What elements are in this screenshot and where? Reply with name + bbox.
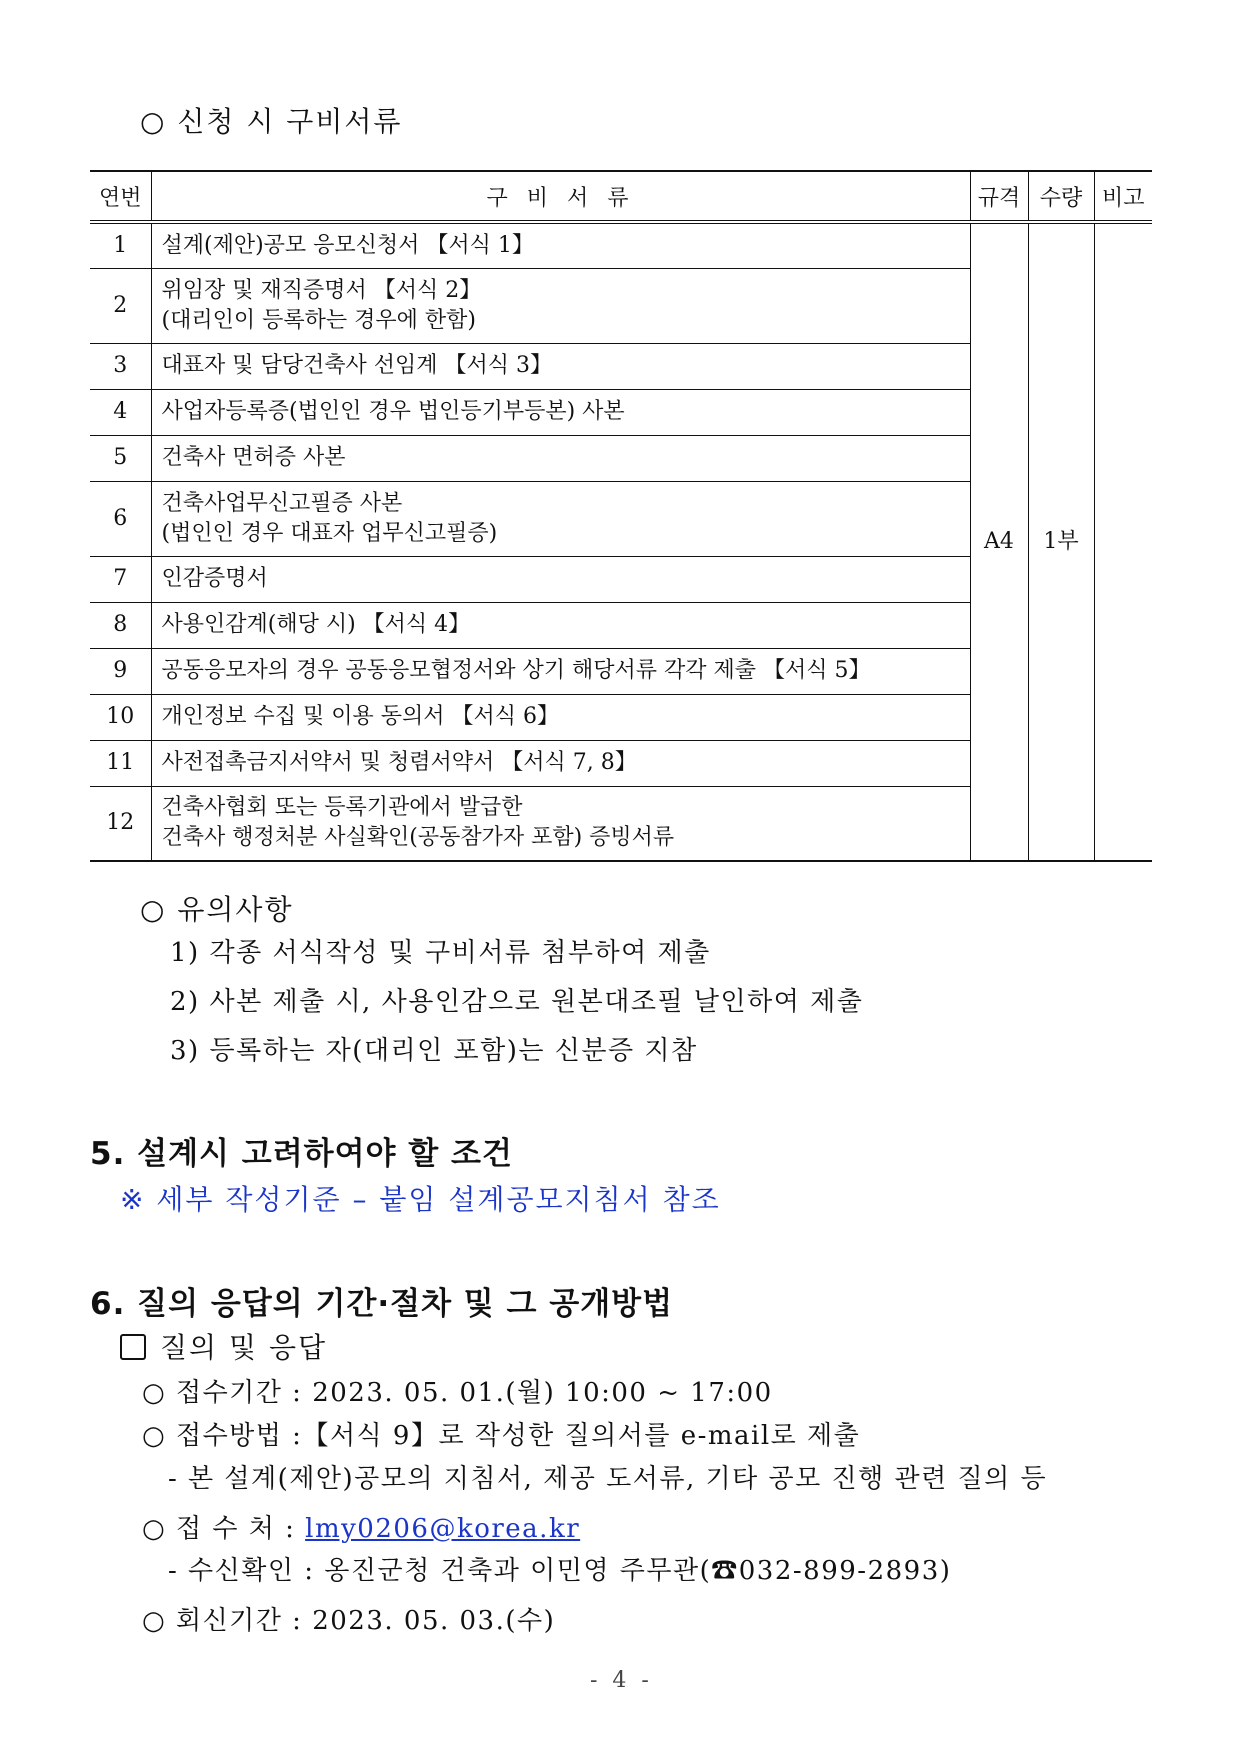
row-number: 7	[90, 556, 151, 602]
row-document	[151, 740, 970, 786]
docs-section-title: ○ 신청 시 구비서류	[140, 105, 403, 138]
contact-email-link[interactable]: lmy0206@korea.kr	[305, 1514, 581, 1544]
row-line-1: 공동응모자의 경우 공동응모협정서와 상기 해당서류 각각 제출 【서식 5】	[161, 658, 871, 683]
header-no: 연번	[90, 171, 151, 222]
row-number: 12	[90, 786, 151, 861]
section5-reference: ※ 세부 작성기준 – 붙임 설계공모지침서 참조	[120, 1183, 721, 1216]
qty-cell: 1부	[1028, 222, 1094, 861]
page-number: - 4 -	[590, 1668, 653, 1693]
row-document	[151, 268, 970, 343]
row-number: 2	[90, 268, 151, 343]
note-item: 2) 사본 제출 시, 사용인감으로 원본대조필 날인하여 제출	[170, 987, 864, 1017]
qa-contact-label: ○ 접 수 처 :	[142, 1514, 296, 1544]
row-document	[151, 343, 970, 389]
row-document	[151, 648, 970, 694]
row-document	[151, 481, 970, 556]
row-number: 4	[90, 389, 151, 435]
row-number: 8	[90, 602, 151, 648]
row-line-1: 위임장 및 재직증명서 【서식 2】	[161, 277, 482, 303]
row-line-1: 건축사협회 또는 등록기관에서 발급한	[161, 795, 523, 821]
row-line-1: 사용인감계(해당 시) 【서식 4】	[161, 612, 471, 637]
row-document	[151, 786, 970, 861]
note-item: 3) 등록하는 자(대리인 포함)는 신분증 지참	[170, 1036, 698, 1066]
row-line-1: 개인정보 수집 및 이용 동의서 【서식 6】	[161, 704, 559, 729]
qa-period: ○ 접수기간 : 2023. 05. 01.(월) 10:00 ~ 17:00	[142, 1378, 773, 1408]
row-number: 6	[90, 481, 151, 556]
qa-subheading-label: 질의 및 응답	[160, 1331, 328, 1364]
header-spec: 규격	[970, 171, 1028, 222]
row-document	[151, 435, 970, 481]
table-row	[90, 222, 1152, 268]
row-line-1: 사전접촉금지서약서 및 청렴서약서 【서식 7, 8】	[161, 750, 637, 775]
qa-subheading	[120, 1326, 327, 1366]
qa-reply: ○ 회신기간 : 2023. 05. 03.(수)	[142, 1606, 556, 1636]
row-line-1: 사업자등록증(법인인 경우 법인등기부등본) 사본	[161, 399, 625, 424]
row-document	[151, 556, 970, 602]
row-number: 1	[90, 222, 151, 268]
qa-method: ○ 접수방법 :【서식 9】로 작성한 질의서를 e-mail로 제출	[142, 1421, 861, 1451]
row-document	[151, 602, 970, 648]
row-line-1: 대표자 및 담당건축사 선임계 【서식 3】	[161, 353, 552, 378]
row-number: 11	[90, 740, 151, 786]
row-line-1: 인감증명서	[161, 566, 268, 591]
row-number: 5	[90, 435, 151, 481]
header-qty: 수량	[1028, 171, 1094, 222]
row-number: 9	[90, 648, 151, 694]
row-line-2: (대리인이 등록하는 경우에 한함)	[161, 307, 476, 333]
row-document	[151, 222, 970, 268]
notes-title: ○ 유의사항	[140, 893, 294, 926]
table-header-row	[90, 171, 1152, 222]
required-documents-table	[90, 170, 1152, 862]
spec-cell: A4	[970, 222, 1028, 861]
row-number: 10	[90, 694, 151, 740]
row-line-1: 건축사 면허증 사본	[161, 445, 346, 470]
row-line-1: 설계(제안)공모 응모신청서 【서식 1】	[161, 232, 534, 258]
header-note: 비고	[1094, 171, 1152, 222]
row-number: 3	[90, 343, 151, 389]
row-document	[151, 694, 970, 740]
note-item: 1) 각종 서식작성 및 구비서류 첨부하여 제출	[170, 938, 711, 968]
row-line-2: 건축사 행정처분 사실확인(공동참가자 포함) 증빙서류	[161, 825, 675, 851]
header-docs: 구 비 서 류	[151, 171, 970, 222]
qa-contact	[142, 1508, 580, 1545]
section6-heading: 6. 질의 응답의 기간·절차 및 그 공개방법	[90, 1286, 674, 1322]
qa-contact-detail: - 수신확인 : 옹진군청 건축과 이민영 주무관(☎032-899-2893)	[168, 1556, 952, 1586]
section5-heading: 5. 설계시 고려하여야 할 조건	[90, 1136, 513, 1172]
row-document	[151, 389, 970, 435]
row-line-1: 건축사업무신고필증 사본	[161, 490, 403, 516]
checkbox-icon	[120, 1334, 146, 1360]
row-line-2: (법인인 경우 대표자 업무신고필증)	[161, 520, 498, 546]
note-cell	[1094, 222, 1152, 861]
qa-method-detail: - 본 설계(제안)공모의 지침서, 제공 도서류, 기타 공모 진행 관련 질의 등	[168, 1464, 1048, 1494]
